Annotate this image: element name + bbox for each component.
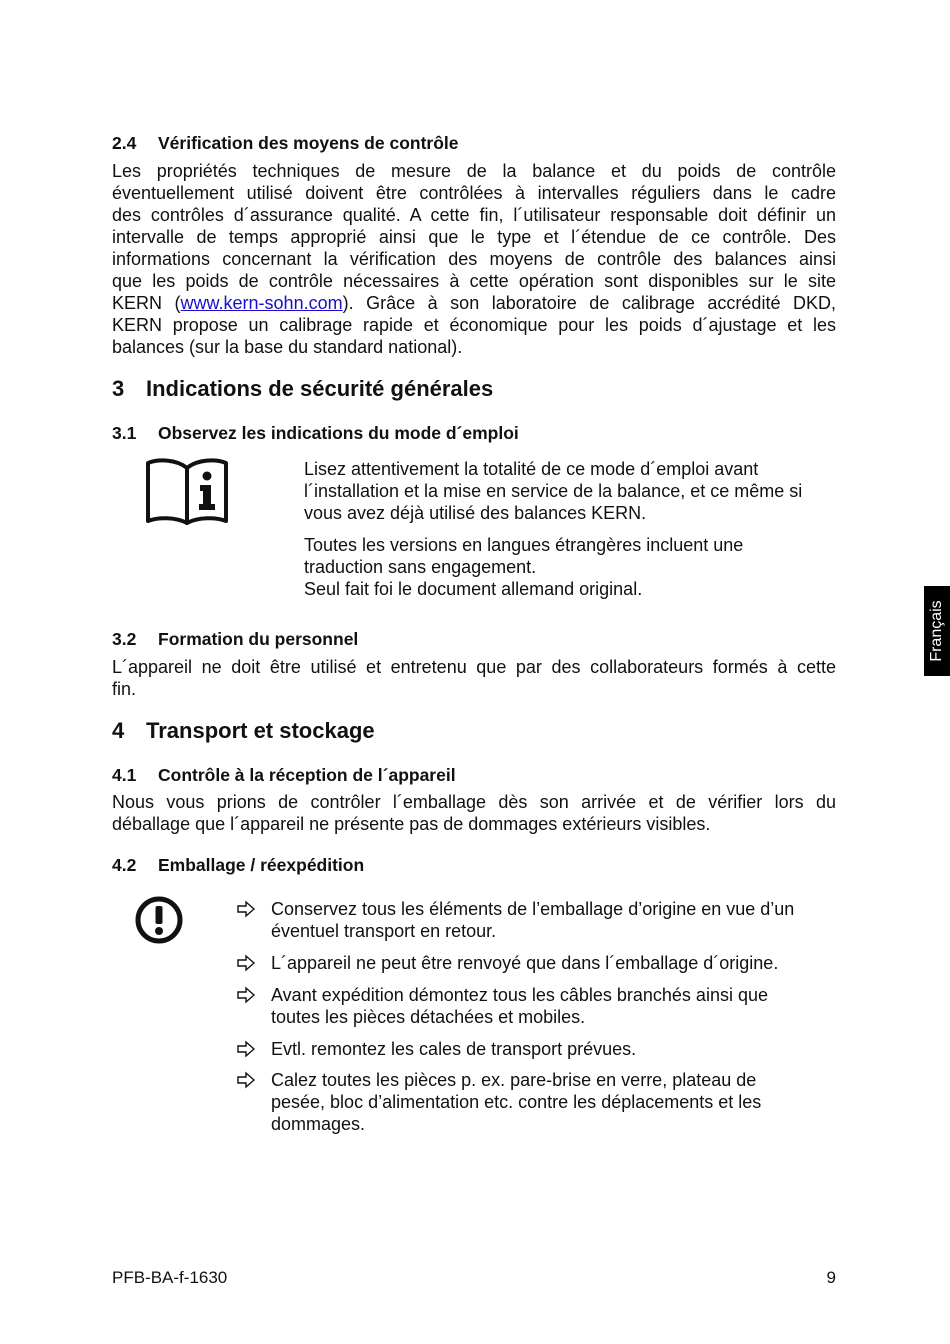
- list-item: [236, 1069, 836, 1135]
- section-number: 2.4: [112, 133, 137, 153]
- section-number: 4.2: [112, 855, 137, 875]
- section-4-2-heading: [112, 855, 364, 876]
- language-side-tab: [924, 586, 950, 676]
- section-4-1-paragraph: [112, 791, 836, 835]
- paragraph-line: des contrôles d´assurance qualité. A cette fin, l´utilisateur responsable doit définir un: [112, 205, 836, 225]
- hollow-arrow-right-icon: [236, 899, 256, 919]
- list-item-text: [271, 898, 794, 942]
- link-suffix: ). Grâce à son laboratoire de calibrage accrédité DKD,: [342, 293, 836, 313]
- section-3-heading: [112, 376, 493, 402]
- section-4-heading: [112, 718, 375, 744]
- paragraph-line: vous avez déjà utilisé des balances KERN.: [304, 503, 647, 523]
- list-item-line: L´appareil ne peut être renvoyé que dans l´emballage d´origine.: [271, 953, 779, 973]
- section-title: Transport et stockage: [146, 718, 375, 743]
- paragraph-line: traduction sans engagement.: [304, 557, 537, 577]
- paragraph-line: balances (sur la base du standard national).: [112, 337, 463, 357]
- list-item: [236, 1038, 836, 1060]
- list-item-line: Evtl. remontez les cales de transport prévues.: [271, 1039, 637, 1059]
- list-item-line: Conservez tous les éléments de l’emballage d’origine en vue d’un: [271, 899, 795, 919]
- paragraph-line: intervalle de temps approprié ainsi que le type et l´étendue de ce contrôle. Des: [112, 227, 836, 247]
- section-title: Contrôle à la réception de l´appareil: [158, 765, 456, 785]
- kern-website-link[interactable]: www.kern-sohn.com: [180, 293, 343, 313]
- paragraph-line: fin.: [112, 679, 137, 699]
- list-item-text: [271, 1069, 761, 1135]
- list-item: [236, 898, 836, 942]
- section-number: 4.1: [112, 765, 137, 785]
- paragraph-line: Nous vous prions de contrôler l´emballage dès son arrivée et de vérifier lors du: [112, 792, 836, 812]
- list-item-text: [271, 952, 778, 974]
- paragraph-line-with-link: [112, 292, 836, 314]
- list-item-line: Avant expédition démontez tous les câbles branchés ainsi que: [271, 985, 768, 1005]
- link-prefix: KERN (: [112, 293, 181, 313]
- section-number: 3: [112, 376, 125, 401]
- paragraph-line: informations concernant la vérification des moyens de contrôle des balances ainsi: [112, 249, 836, 269]
- manual-info-icon: [146, 457, 228, 525]
- paragraph-line: Les propriétés techniques de mesure de la balance et du poids de contrôle: [112, 161, 836, 181]
- footer-page-number: 9: [826, 1268, 836, 1287]
- list-item-line: pesée, bloc d’alimentation etc. contre les déplacements et les: [271, 1092, 762, 1112]
- hollow-arrow-right-icon: [236, 953, 256, 973]
- section-3-2-paragraph: [112, 656, 836, 700]
- hollow-arrow-right-icon: [236, 1070, 256, 1090]
- section-3-1-paragraph-1: [304, 458, 802, 524]
- paragraph-line: Seul fait foi le document allemand original.: [304, 579, 643, 599]
- section-number: 3.2: [112, 629, 137, 649]
- list-item-text: [271, 984, 768, 1028]
- section-3-1-heading: [112, 423, 519, 444]
- section-3-2-heading: [112, 629, 358, 650]
- section-3-1-paragraph-2: [304, 534, 743, 600]
- section-2-4-paragraph: [112, 160, 836, 358]
- hollow-arrow-right-icon: [236, 1039, 256, 1059]
- paragraph-line: Lisez attentivement la totalité de ce mode d´emploi avant: [304, 459, 759, 479]
- paragraph-line: KERN propose un calibrage rapide et économique pour les poids d´ajustage et les: [112, 315, 836, 335]
- section-2-4-heading: [112, 133, 459, 154]
- paragraph-line: déballage que l´appareil ne présente pas de dommages extérieurs visibles.: [112, 814, 711, 834]
- warning-exclamation-icon: [134, 895, 184, 945]
- footer-doc-code: PFB-BA-f-1630: [112, 1268, 228, 1287]
- section-4-1-heading: [112, 765, 456, 786]
- section-number: 3.1: [112, 423, 137, 443]
- list-item-line: dommages.: [271, 1114, 366, 1134]
- section-title: Emballage / réexpédition: [158, 855, 365, 875]
- list-item-text: [271, 1038, 636, 1060]
- list-item-line: éventuel transport en retour.: [271, 921, 497, 941]
- paragraph-line: l´installation et la mise en service de la balance, et ce même si: [304, 481, 803, 501]
- list-item: [236, 952, 836, 974]
- section-title: Observez les indications du mode d´emploi: [158, 423, 519, 443]
- paragraph-line: que les poids de contrôle nécessaires à cette opération sont disponibles sur le site: [112, 271, 836, 291]
- list-item: [236, 984, 836, 1028]
- list-item-line: Calez toutes les pièces p. ex. pare-brise en verre, plateau de: [271, 1070, 757, 1090]
- section-title: Indications de sécurité générales: [146, 376, 494, 401]
- section-title: Formation du personnel: [158, 629, 359, 649]
- section-number: 4: [112, 718, 125, 743]
- paragraph-line: L´appareil ne doit être utilisé et entretenu que par des collaborateurs formés à cette: [112, 657, 836, 677]
- language-tab-label: Français: [928, 600, 945, 662]
- paragraph-line: Toutes les versions en langues étrangères incluent une: [304, 535, 744, 555]
- section-title: Vérification des moyens de contrôle: [158, 133, 459, 153]
- list-item-line: toutes les pièces détachées et mobiles.: [271, 1007, 586, 1027]
- hollow-arrow-right-icon: [236, 985, 256, 1005]
- paragraph-line: éventuellement utilisé doivent être contrôlées à intervalles réguliers dans le cadre: [112, 183, 836, 203]
